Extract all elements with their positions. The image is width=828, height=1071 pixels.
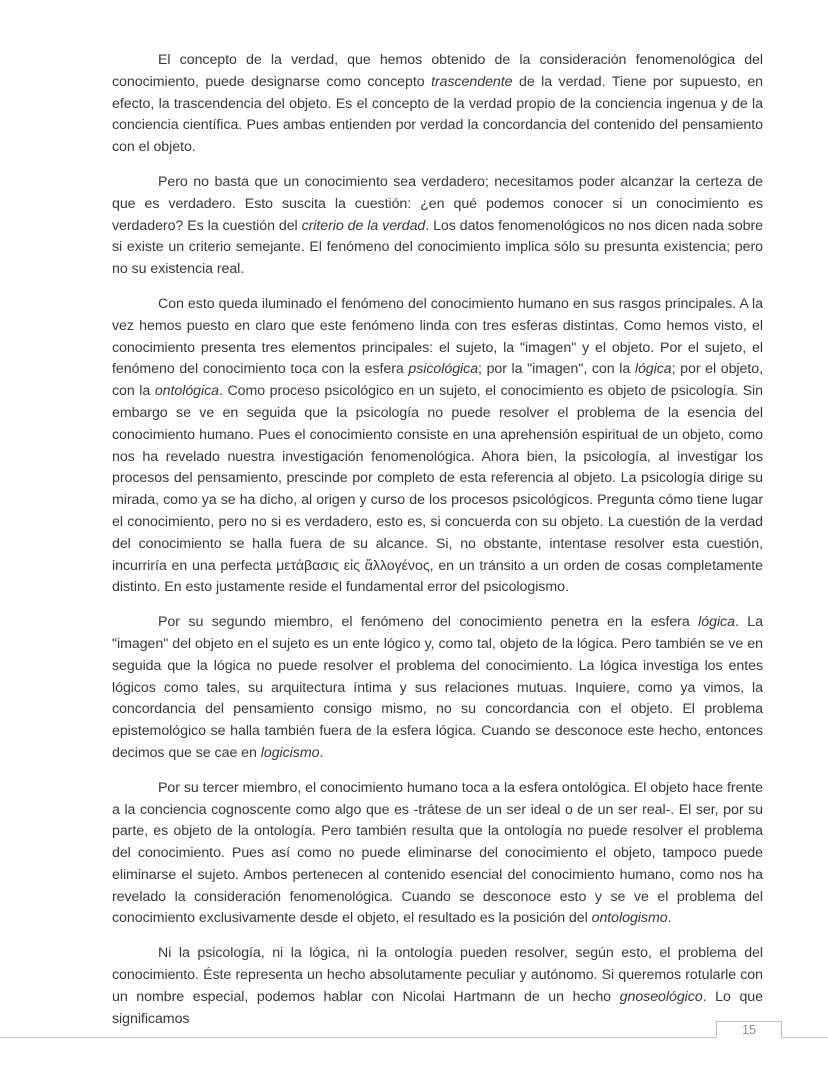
italic-text-run: psicológica: [408, 361, 479, 378]
text-run: .: [319, 744, 324, 761]
text-run: . Lo que significamos: [112, 988, 763, 1027]
text-run: Pero no basta que un conocimiento sea verdadero; necesitamos poder alcanzar la certeza de que es verdadero. Esto suscita la cuestión: ¿en qué podemos conocer si un conocimiento es verdadero? Es la cuestión del: [112, 173, 763, 234]
paragraph: [112, 778, 763, 931]
paragraph: [112, 294, 763, 599]
text-run: . La "imagen" del objeto en el sujeto es un ente lógico y, como tal, objeto de la lógica. Pero también se ve en seguida que la lógica no puede resolver el problema del conocimiento. La lógica investiga los entes lógicos como tales, su arquitectura íntima y sus relaciones mutuas. Inquiere, como ya vimos, la concordancia del pensamiento consigo mismo, no su concordancia con el objeto. El problema epistemológico se halla también fuera de la esfera lógica. Cuando se desconoce este hecho, entonces decimos que se cae en: [112, 614, 763, 761]
text-run: . Los datos fenomenológicos no nos dicen nada sobre si existe un criterio semejante. El fenómeno del conocimiento implica sólo su presunta existencia; pero no su existencia real.: [112, 217, 763, 278]
italic-text-run: criterio de la verdad: [301, 217, 426, 234]
text-run: Con esto queda iluminado el fenómeno del conocimiento humano en sus rasgos principales. A la vez hemos puesto en claro que este fenómeno linda con tres esferas distintas. Como hemos visto, el conocimiento presenta tres elementos principales: el sujeto, la "imagen" y el objeto. Por el sujeto, el fenómeno del conocimiento toca con la esfera: [112, 295, 763, 378]
italic-text-run: trascendente: [431, 73, 513, 90]
text-run: . Como proceso psicológico en un sujeto, el conocimiento es objeto de psicología. Sin embargo se ve en seguida que la psicología no puede resolver el problema de la esencia del conocimiento humano. Pues el conocimiento consiste en una aprehensión espiritual de un objeto, como nos ha revelado nuestra investigación fenomenológica. Ahora bien, la psicología, al investigar los procesos del pensamiento, prescinde por completo de esta referencia al objeto. La psicología dirige su mirada, como ya se ha dicho, al origen y curso de los procesos psicológicos. Pregunta cómo tiene lugar el conocimiento, pero no si es verdadero, esto es, si concuerda con su objeto. La cuestión de la verdad del conocimiento se halla fuera de su alcance. Si, no obstante, intentase resolver esta cuestión, incurriría en una perfecta μετάβασις εἰς ἄλλογένος, en un tránsito a un orden de cosas completamente distinto. En esto justamente reside el fundamental error del psicologismo.: [112, 383, 763, 596]
text-content: [112, 50, 763, 1043]
text-run: ; por la "imagen", con la: [478, 361, 635, 378]
italic-text-run: lógica: [634, 361, 672, 378]
text-run: ; por el objeto, con la: [112, 361, 763, 400]
text-run: .: [667, 910, 672, 927]
text-run: de la verdad. Tiene por supuesto, en efecto, la trascendencia del objeto. Es el concepto de la verdad propio de la conciencia ingenua y de la conciencia científica. Pues ambas entienden por verdad la concordancia del contenido del pensamiento con el objeto.: [112, 73, 763, 156]
paragraph: [112, 612, 763, 765]
text-run: Por su tercer miembro, el conocimiento humano toca a la esfera ontológica. El objeto hace frente a la conciencia cognoscente como algo que es -trátese de un ser ideal o de un ser real-. El ser, por su parte, es objeto de la ontología. Pero también resulta que la ontología no puede resolver el problema del conocimiento. Pues así como no puede eliminarse del conocimiento el objeto, tampoco puede eliminarse el sujeto. Ambos pertenecen al contenido esencial del conocimiento humano, como nos ha revelado la consideración fenomenológica. Cuando se desconoce esto y se ve el problema del conocimiento exclusivamente desde el objeto, el resultado es la posición del: [112, 779, 763, 927]
italic-text-run: gnoseológico: [619, 988, 703, 1005]
page-number: 15: [742, 1023, 756, 1037]
italic-text-run: logicismo: [260, 744, 320, 761]
footer-rule: [0, 1037, 828, 1038]
text-run: Por su segundo miembro, el fenómeno del conocimiento penetra en la esfera: [158, 614, 699, 631]
italic-text-run: lógica: [698, 614, 735, 631]
page-number-tab: [716, 1021, 782, 1038]
italic-text-run: ontológica: [154, 383, 219, 400]
italic-text-run: ontologismo: [591, 910, 668, 927]
paragraph: [112, 50, 763, 159]
text-run: El concepto de la verdad, que hemos obtenido de la consideración fenomenológica del conocimiento, puede designarse como concepto: [112, 52, 763, 90]
paragraph: [112, 172, 763, 281]
paragraph: [112, 943, 763, 1030]
text-run: Ni la psicología, ni la lógica, ni la ontología pueden resolver, según esto, el problema del conocimiento. Éste representa un hecho absolutamente peculiar y autónomo. Si queremos rotularle con un nombre especial, podemos hablar con Nicolai Hartmann de un hecho: [112, 945, 763, 1005]
